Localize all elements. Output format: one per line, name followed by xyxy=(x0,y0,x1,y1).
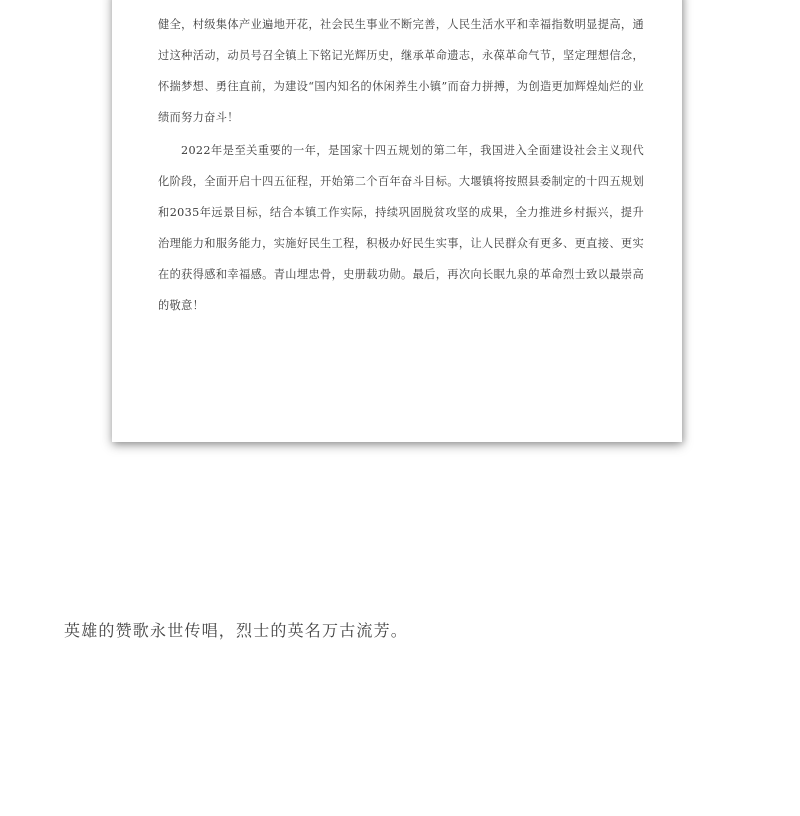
paragraph-2022-goals: 2022年是至关重要的一年，是国家十四五规划的第二年，我国进入全面建设社会主义现代化阶段，全面开启十四五征程，开始第二个百年奋斗目标。大堰镇将按照县委制定的十四五规划和2035年远景目标，结合本镇工作实际，持续巩固脱贫攻坚的成果，全力推进乡村振兴，提升治理能力和服务能力，实施好民生工程，积极办好民生实事，让人民群众有更多、更直接、更实在的获得感和幸福感。青山埋忠骨，史册载功勋。最后，再次向长眠九泉的革命烈士致以最崇高的敬意！ xyxy=(158,144,644,312)
document-page xyxy=(112,0,682,442)
paragraph-closing: 健全，村级集体产业遍地开花，社会民生事业不断完善，人民生活水平和幸福指数明显提高，通过这种活动，动员号召全镇上下铭记光辉历史，继承革命遗志，永葆革命气节，坚定理想信念，怀揣梦想、勇往直前，为建设“国内知名的休闲养生小镇”而奋力拼搏，为创造更加辉煌灿烂的业绩而努力奋斗！ xyxy=(158,18,644,124)
caption-text: 英雄的赞歌永世传唱，烈士的英名万古流芳。 xyxy=(64,621,409,640)
